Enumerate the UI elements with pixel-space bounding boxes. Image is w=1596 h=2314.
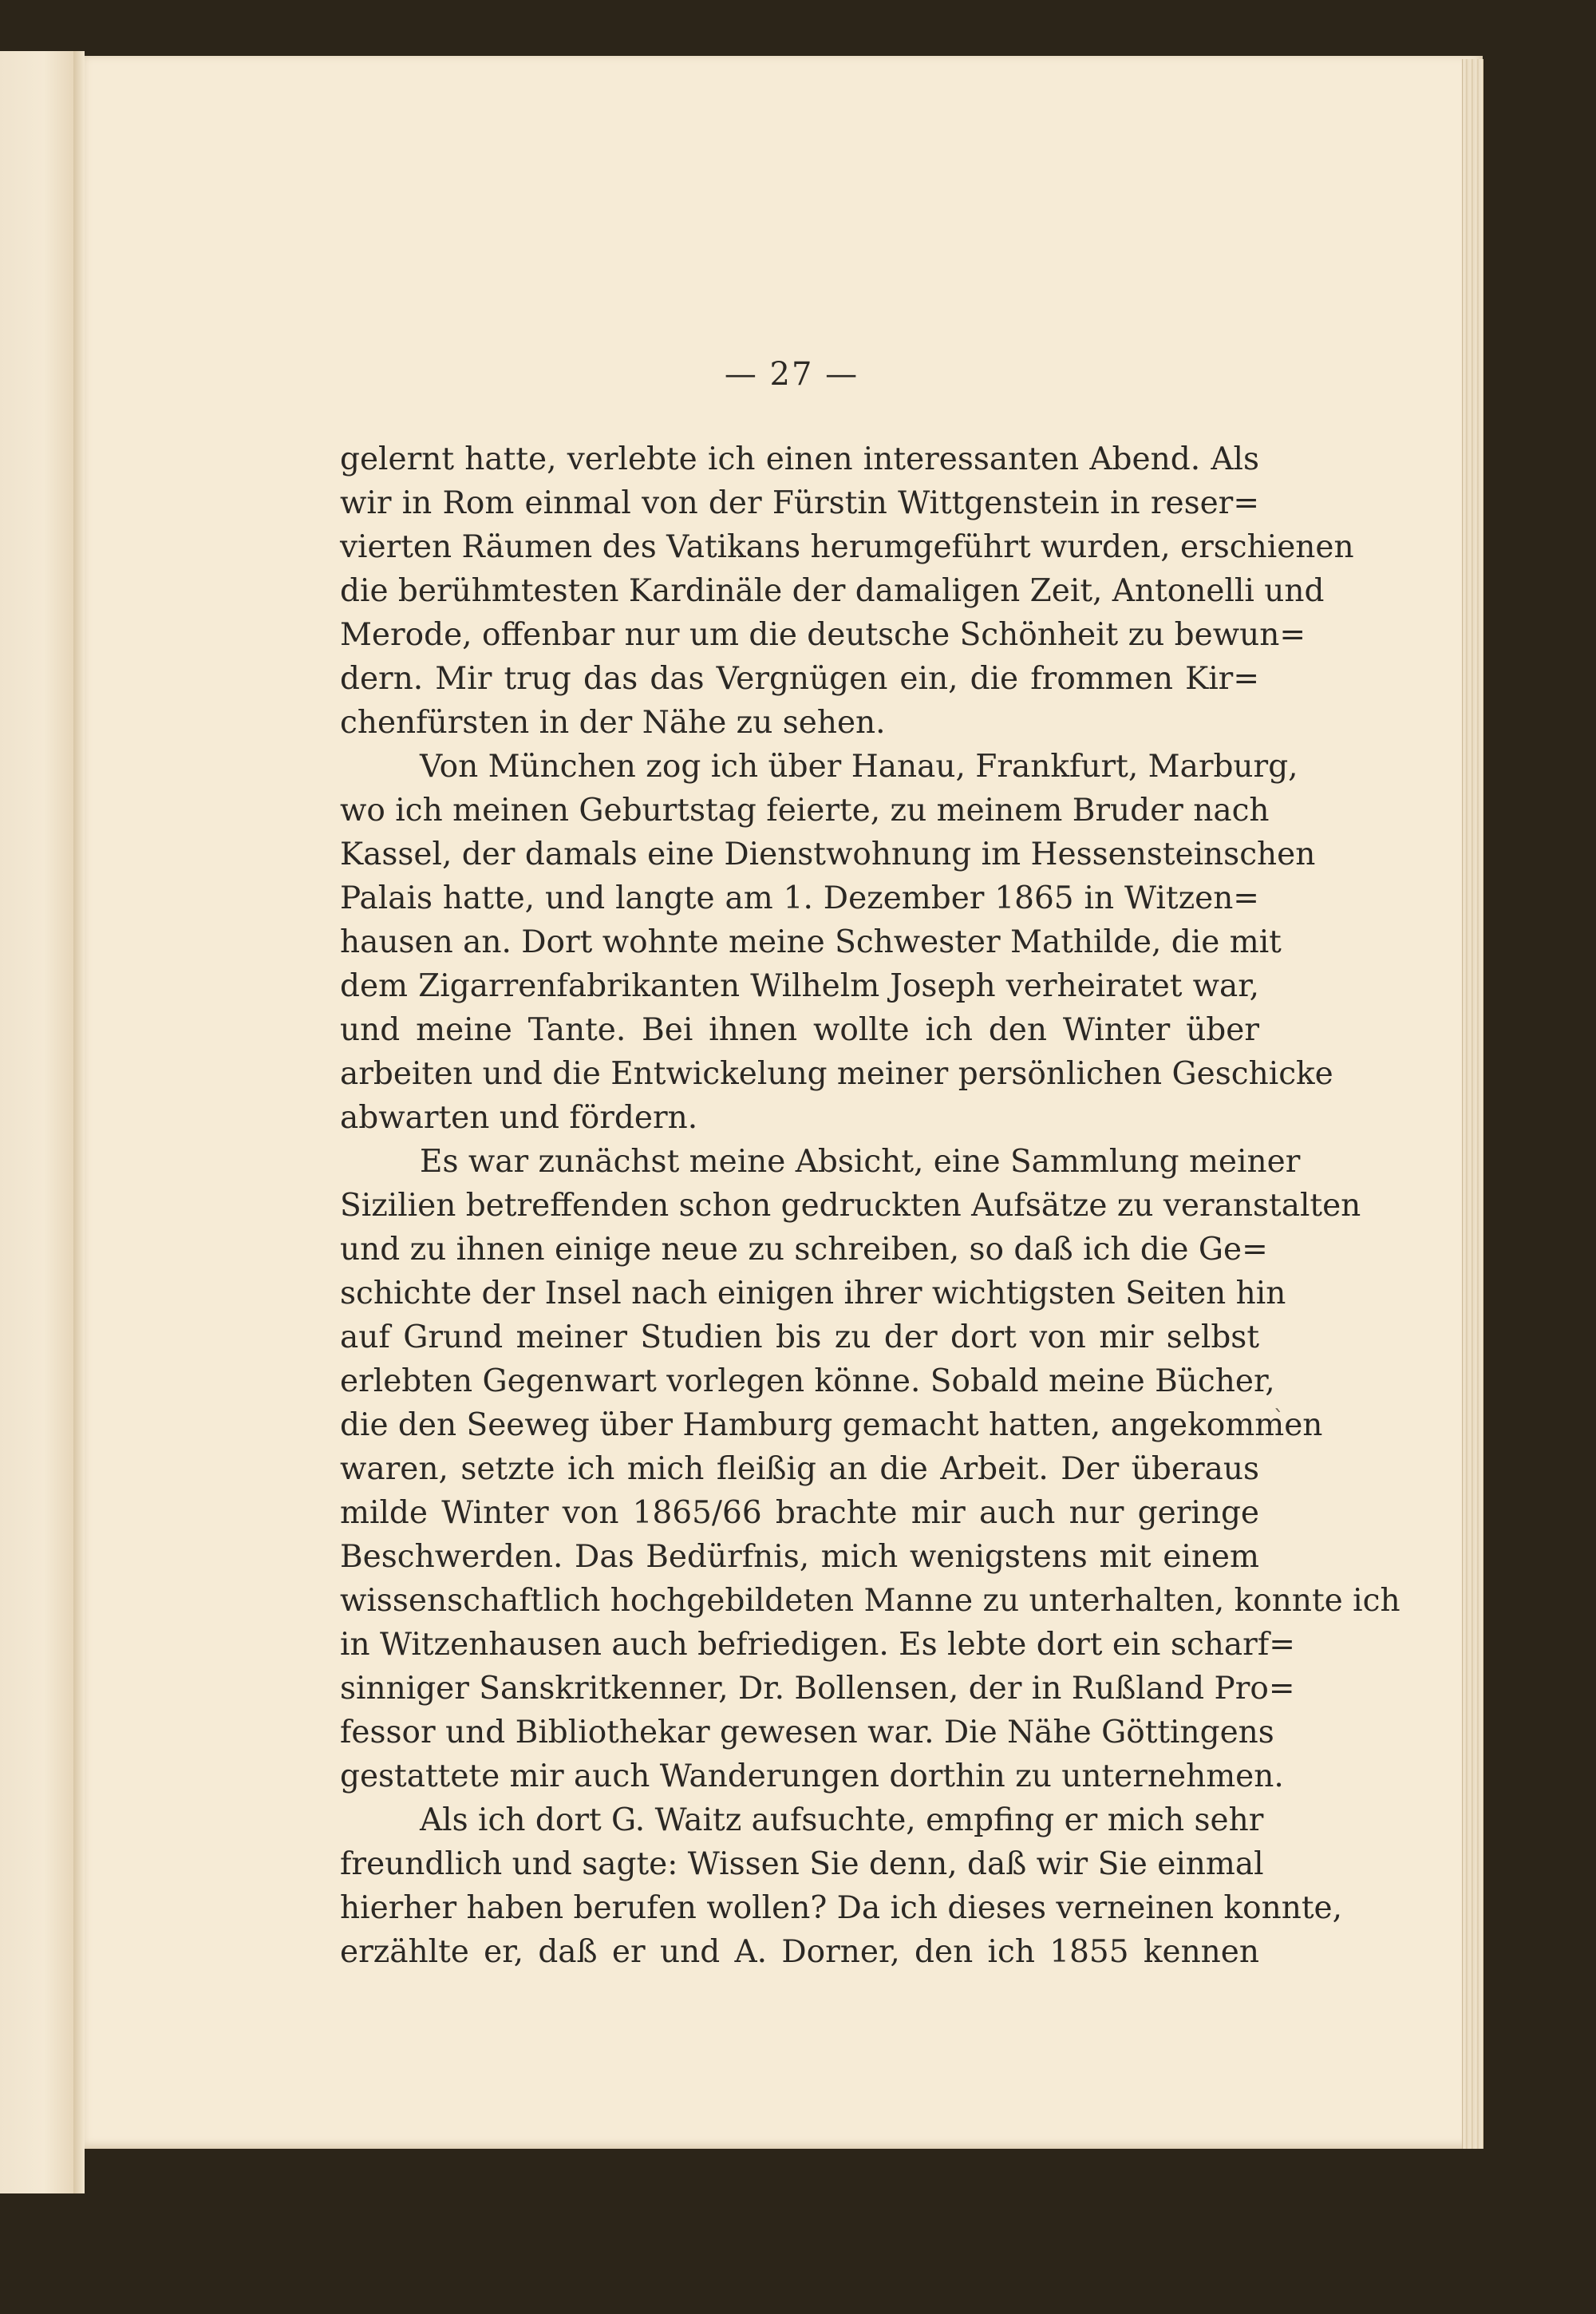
text-line: gelernt hatte, verlebte ich einen interessanten Abend. Als [340, 441, 1259, 477]
page-stack-edge [1462, 59, 1483, 2149]
text-line: Als ich dort G. Waitz aufsuchte, empfing er mich sehr [420, 1802, 1264, 1838]
text-line: erlebten Gegenwart vorlegen könne. Sobald meine Bücher, [340, 1363, 1275, 1399]
page-number: — 27 — [724, 356, 859, 393]
book-gutter [73, 51, 85, 2193]
text-line: Beschwerden. Das Bedürfnis, mich wenigstens mit einem [340, 1539, 1259, 1575]
body-text [340, 437, 1400, 1974]
book-page [85, 56, 1483, 2149]
text-line: und zu ihnen einige neue zu schreiben, so daß ich die Ge= [340, 1232, 1268, 1268]
text-line: wo ich meinen Geburtstag feierte, zu meinem Bruder nach [340, 793, 1270, 829]
text-line: hausen an. Dort wohnte meine Schwester Mathilde, die mit [340, 924, 1282, 960]
text-line: sinniger Sanskritkenner, Dr. Bollensen, der in Rußland Pro= [340, 1671, 1295, 1707]
text-line: Kassel, der damals eine Dienstwohnung im Hessensteinschen [340, 837, 1316, 872]
text-line: arbeiten und die Entwickelung meiner persönlichen Geschicke [340, 1056, 1333, 1092]
text-line: chenfürsten in der Nähe zu sehen. [340, 705, 886, 741]
text-line: Von München zog ich über Hanau, Frankfurt, Marburg, [420, 749, 1298, 785]
text-line: Merode, offenbar nur um die deutsche Schönheit zu bewun= [340, 617, 1306, 653]
text-line: milde Winter von 1865/66 brachte mir auch nur geringe [340, 1495, 1259, 1531]
text-line: freundlich und sagte: Wissen Sie denn, daß wir Sie einmal [340, 1846, 1264, 1882]
text-line: Palais hatte, und langte am 1. Dezember 1865 in Witzen= [340, 880, 1259, 916]
left-page-edge [0, 51, 75, 2193]
text-line: schichte der Insel nach einigen ihrer wichtigsten Seiten hin [340, 1276, 1286, 1311]
text-line: erzählte er, daß er und A. Dorner, den ich 1855 kennen [340, 1934, 1259, 1970]
text-line: dern. Mir trug das das Vergnügen ein, die frommen Kir= [340, 661, 1259, 697]
text-line: abwarten und fördern. [340, 1100, 698, 1136]
text-line: die berühmtesten Kardinäle der damaligen Zeit, Antonelli und [340, 573, 1325, 609]
text-line: Sizilien betreffenden schon gedruckten Aufsätze zu veranstalten [340, 1188, 1361, 1224]
text-line: in Witzenhausen auch befriedigen. Es lebte dort ein scharf= [340, 1627, 1295, 1663]
text-line: vierten Räumen des Vatikans herumgeführt wurden, erschienen [340, 529, 1354, 565]
text-line: dem Zigarrenfabrikanten Wilhelm Joseph verheiratet war, [340, 968, 1259, 1004]
margin-speck: ˎ [1274, 1389, 1284, 1413]
text-line: und meine Tante. Bei ihnen wollte ich den Winter über [340, 1012, 1259, 1048]
text-line: hierher haben berufen wollen? Da ich dieses verneinen konnte, [340, 1890, 1343, 1926]
text-line: fessor und Bibliothekar gewesen war. Die Nähe Göttingens [340, 1715, 1274, 1750]
text-line: Es war zunächst meine Absicht, eine Sammlung meiner [420, 1144, 1301, 1180]
text-line: wir in Rom einmal von der Fürstin Wittgenstein in reser= [340, 485, 1259, 521]
text-line: die den Seeweg über Hamburg gemacht hatten, angekommen [340, 1407, 1323, 1443]
text-line: waren, setzte ich mich fleißig an die Arbeit. Der überaus [340, 1451, 1259, 1487]
text-line: gestattete mir auch Wanderungen dorthin zu unternehmen. [340, 1758, 1284, 1794]
text-line: wissenschaftlich hochgebildeten Manne zu unterhalten, konnte ich [340, 1583, 1400, 1619]
text-line: auf Grund meiner Studien bis zu der dort von mir selbst [340, 1319, 1259, 1355]
